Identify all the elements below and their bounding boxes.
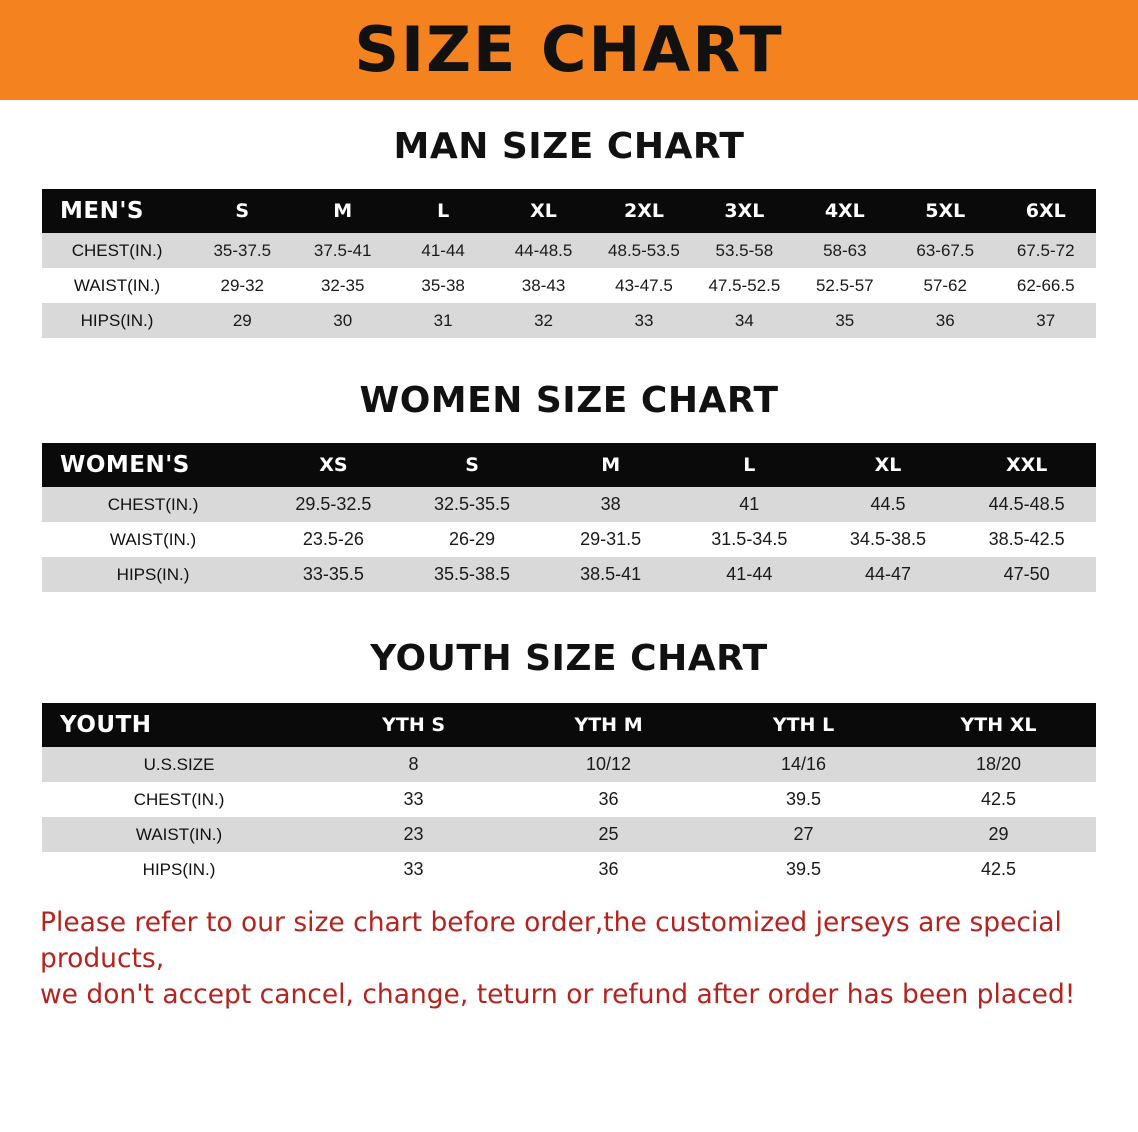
col-header-xl: XL <box>874 454 902 476</box>
col-header-m: M <box>601 454 621 476</box>
cell: 42.5 <box>901 782 1096 817</box>
table-row <box>42 747 1096 782</box>
table-row <box>42 268 1096 303</box>
col-header-m: M <box>333 200 353 222</box>
row-label: WAIST(IN.) <box>42 522 264 557</box>
row-label: HIPS(IN.) <box>42 303 192 338</box>
cell: 33 <box>316 782 511 817</box>
cell: 47.5-52.5 <box>694 268 794 303</box>
cell: 25 <box>511 817 706 852</box>
cell: 52.5-57 <box>795 268 895 303</box>
cell: 37.5-41 <box>292 233 392 268</box>
cell: 43-47.5 <box>594 268 694 303</box>
row-label: CHEST(IN.) <box>42 782 316 817</box>
table-row <box>42 557 1096 592</box>
women-table-wrap <box>42 443 1096 592</box>
cell: 38 <box>541 487 680 522</box>
cell: 48.5-53.5 <box>594 233 694 268</box>
cell: 44.5-48.5 <box>957 487 1096 522</box>
col-header-3xl: 3XL <box>724 200 765 222</box>
col-header-5xl: 5XL <box>925 200 966 222</box>
table-row <box>42 487 1096 522</box>
col-header-2xl: 2XL <box>623 200 664 222</box>
cell: 34.5-38.5 <box>819 522 958 557</box>
cell: 41-44 <box>680 557 819 592</box>
table-row <box>42 817 1096 852</box>
table-row <box>42 782 1096 817</box>
col-header-4xl: 4XL <box>824 200 865 222</box>
col-header-womens: WOMEN'S <box>60 452 190 478</box>
cell: 14/16 <box>706 747 901 782</box>
cell: 32-35 <box>292 268 392 303</box>
cell: 44-47 <box>819 557 958 592</box>
cell: 38.5-41 <box>541 557 680 592</box>
policy-note <box>40 905 1098 1012</box>
cell: 10/12 <box>511 747 706 782</box>
cell: 36 <box>511 782 706 817</box>
cell: 23 <box>316 817 511 852</box>
cell: 44.5 <box>819 487 958 522</box>
col-header-xs: XS <box>319 454 348 476</box>
col-header-s: S <box>235 200 250 222</box>
cell: 29-32 <box>192 268 292 303</box>
table-header-row <box>42 703 1096 747</box>
page-title: SIZE CHART <box>354 13 784 86</box>
cell: 29.5-32.5 <box>264 487 403 522</box>
cell: 41-44 <box>393 233 493 268</box>
policy-note-line-1: Please refer to our size chart before order,the customized jerseys are special products, <box>40 907 1062 974</box>
cell: 30 <box>292 303 392 338</box>
col-header-s: S <box>465 454 479 476</box>
table-row <box>42 233 1096 268</box>
col-header-xl: XL <box>530 200 557 222</box>
cell: 35.5-38.5 <box>403 557 542 592</box>
col-header-l: L <box>743 454 756 476</box>
cell: 53.5-58 <box>694 233 794 268</box>
women-size-table <box>42 443 1096 592</box>
col-header-l: L <box>437 200 450 222</box>
women-section-title: WOMEN SIZE CHART <box>359 380 779 421</box>
cell: 39.5 <box>706 782 901 817</box>
youth-table-wrap <box>42 703 1096 887</box>
cell: 57-62 <box>895 268 995 303</box>
cell: 33-35.5 <box>264 557 403 592</box>
cell: 26-29 <box>403 522 542 557</box>
table-header-row <box>42 189 1096 233</box>
col-header-yth-xl: YTH XL <box>960 714 1037 736</box>
cell: 27 <box>706 817 901 852</box>
row-label: HIPS(IN.) <box>42 557 264 592</box>
cell: 42.5 <box>901 852 1096 887</box>
col-header-yth-s: YTH S <box>382 714 446 736</box>
youth-size-table <box>42 703 1096 887</box>
cell: 36 <box>511 852 706 887</box>
cell: 47-50 <box>957 557 1096 592</box>
row-label: U.S.SIZE <box>42 747 316 782</box>
cell: 32 <box>493 303 593 338</box>
cell: 29 <box>901 817 1096 852</box>
row-label: HIPS(IN.) <box>42 852 316 887</box>
banner <box>0 0 1138 100</box>
col-header-yth-m: YTH M <box>574 714 643 736</box>
cell: 33 <box>316 852 511 887</box>
table-row <box>42 303 1096 338</box>
table-row <box>42 522 1096 557</box>
cell: 29 <box>192 303 292 338</box>
cell: 23.5-26 <box>264 522 403 557</box>
man-table-wrap <box>42 189 1096 338</box>
cell: 41 <box>680 487 819 522</box>
cell: 8 <box>316 747 511 782</box>
col-header-yth-l: YTH L <box>772 714 835 736</box>
cell: 32.5-35.5 <box>403 487 542 522</box>
youth-section-title: YOUTH SIZE CHART <box>370 638 768 679</box>
col-header-men: MEN'S <box>60 198 144 224</box>
col-header-6xl: 6XL <box>1025 200 1066 222</box>
man-section-title: MAN SIZE CHART <box>393 126 745 167</box>
row-label: WAIST(IN.) <box>42 817 316 852</box>
cell: 58-63 <box>795 233 895 268</box>
cell: 44-48.5 <box>493 233 593 268</box>
row-label: CHEST(IN.) <box>42 487 264 522</box>
row-label: WAIST(IN.) <box>42 268 192 303</box>
cell: 35-37.5 <box>192 233 292 268</box>
cell: 62-66.5 <box>995 268 1096 303</box>
col-header-youth: YOUTH <box>60 712 152 738</box>
row-label: CHEST(IN.) <box>42 233 192 268</box>
table-row <box>42 852 1096 887</box>
cell: 35 <box>795 303 895 338</box>
cell: 39.5 <box>706 852 901 887</box>
cell: 35-38 <box>393 268 493 303</box>
cell: 31.5-34.5 <box>680 522 819 557</box>
cell: 29-31.5 <box>541 522 680 557</box>
table-header-row <box>42 443 1096 487</box>
col-header-xxl: XXL <box>1005 454 1048 476</box>
cell: 63-67.5 <box>895 233 995 268</box>
cell: 67.5-72 <box>995 233 1096 268</box>
man-size-table <box>42 189 1096 338</box>
cell: 38.5-42.5 <box>957 522 1096 557</box>
cell: 18/20 <box>901 747 1096 782</box>
cell: 38-43 <box>493 268 593 303</box>
cell: 36 <box>895 303 995 338</box>
cell: 31 <box>393 303 493 338</box>
policy-note-line-2: we don't accept cancel, change, teturn or refund after order has been placed! <box>40 978 1076 1010</box>
cell: 34 <box>694 303 794 338</box>
cell: 37 <box>995 303 1096 338</box>
cell: 33 <box>594 303 694 338</box>
